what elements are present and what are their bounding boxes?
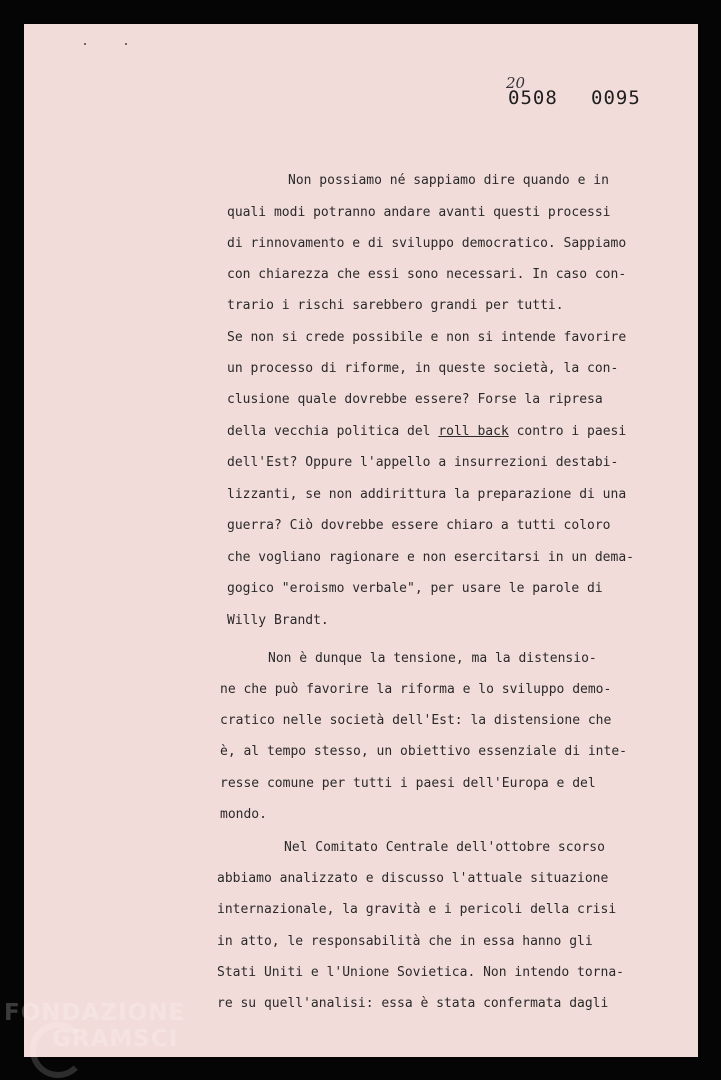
underlined-term: roll back — [438, 424, 509, 439]
text-line: lizzanti, se non addirittura la preparazione di una — [227, 487, 627, 502]
text-line: trario i rischi sarebbero grandi per tutti. — [227, 298, 564, 313]
paper-speck — [84, 43, 86, 45]
watermark — [4, 1000, 185, 1052]
watermark-line1: FONDAZIONE — [4, 1000, 186, 1026]
document-page — [24, 24, 698, 1057]
text-line: è, al tempo stesso, un obiettivo essenziale di inte- — [220, 744, 627, 759]
paper-speck — [125, 43, 127, 45]
text-line: che vogliano ragionare e non esercitarsi in un dema- — [227, 550, 634, 565]
text-line: cratico nelle società dell'Est: la distensione che — [220, 713, 612, 728]
text-line: internazionale, la gravità e i pericoli della crisi — [217, 902, 617, 917]
text-line — [227, 424, 626, 440]
text-line: Se non si crede possibile e non si intende favorire — [227, 330, 627, 345]
text-fragment: della vecchia politica del — [227, 424, 439, 439]
text-line: mondo. — [220, 807, 267, 822]
text-line: resse comune per tutti i paesi dell'Europa e del — [220, 776, 596, 791]
text-line: Willy Brandt. — [227, 613, 329, 628]
archive-number-left: 0508 — [508, 87, 558, 109]
text-line: dell'Est? Oppure l'appello a insurrezioni destabi- — [227, 455, 619, 470]
text-line: abbiamo analizzato e discusso l'attuale situazione — [217, 871, 609, 886]
text-line: con chiarezza che essi sono necessari. In caso con- — [227, 267, 627, 282]
text-line: Stati Uniti e l'Unione Sovietica. Non intendo torna- — [217, 965, 624, 980]
handwritten-page-number: 20 — [506, 74, 526, 92]
watermark-line2: GRAMSCI — [52, 1026, 179, 1052]
text-line: Non è dunque la tensione, ma la distensio- — [268, 651, 597, 666]
text-line: quali modi potranno andare avanti questi processi — [227, 205, 611, 220]
text-line: Nel Comitato Centrale dell'ottobre scorso — [284, 840, 605, 855]
text-line: di rinnovamento e di sviluppo democratico. Sappiamo — [227, 236, 627, 251]
text-line: gogico "eroismo verbale", per usare le parole di — [227, 581, 603, 596]
text-line: ne che può favorire la riforma e lo sviluppo demo- — [220, 682, 612, 697]
text-line: Non possiamo né sappiamo dire quando e in — [288, 173, 609, 188]
text-line: re su quell'analisi: essa è stata confermata dagli — [217, 996, 609, 1011]
archive-number-right: 0095 — [591, 87, 641, 109]
text-line: clusione quale dovrebbe essere? Forse la ripresa — [227, 392, 603, 407]
text-fragment: contro i paesi — [508, 424, 627, 439]
text-line: in atto, le responsabilità che in essa hanno gli — [217, 934, 593, 949]
text-line: un processo di riforme, in queste società, la con- — [227, 361, 619, 376]
text-line: guerra? Ciò dovrebbe essere chiaro a tutti coloro — [227, 518, 611, 533]
